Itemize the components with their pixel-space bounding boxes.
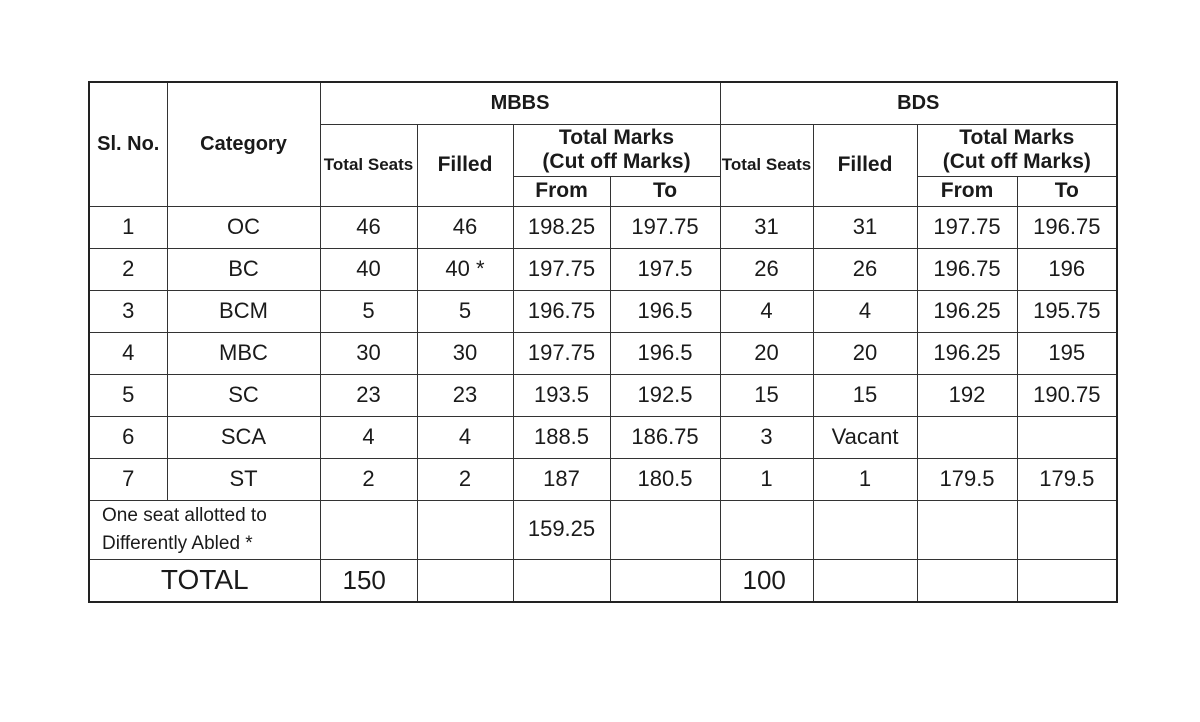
cell-sl: 7 [89, 458, 167, 500]
cell-mbbs-to: 192.5 [610, 374, 720, 416]
cell-bds-from: 179.5 [917, 458, 1017, 500]
header-sl-no: Sl. No. [89, 82, 167, 206]
cell-sl: 5 [89, 374, 167, 416]
cell-bds-from: 196.75 [917, 248, 1017, 290]
cell-mbbs-from: 193.5 [513, 374, 610, 416]
cell-mbbs-seats: 2 [320, 458, 417, 500]
cell-empty [610, 500, 720, 559]
cell-category: OC [167, 206, 320, 248]
cell-mbbs-to: 197.75 [610, 206, 720, 248]
cell-mbbs-to: 180.5 [610, 458, 720, 500]
header-mbbs-from: From [513, 176, 610, 206]
table-row [89, 248, 1117, 290]
cell-sl: 3 [89, 290, 167, 332]
cell-mbbs-to: 197.5 [610, 248, 720, 290]
differently-abled-note: One seat allotted to Differently Abled * [89, 500, 320, 559]
cell-empty [1017, 559, 1117, 602]
cell-bds-to: 196 [1017, 248, 1117, 290]
cell-category: SC [167, 374, 320, 416]
cell-mbbs-from: 197.75 [513, 248, 610, 290]
cell-bds-from: 196.25 [917, 332, 1017, 374]
table-row [89, 458, 1117, 500]
header-mbbs: MBBS [320, 82, 720, 124]
total-label: TOTAL [89, 559, 320, 602]
cell-bds-from: 192 [917, 374, 1017, 416]
cell-mbbs-seats: 23 [320, 374, 417, 416]
cell-mbbs-seats: 46 [320, 206, 417, 248]
table-row [89, 416, 1117, 458]
cell-bds-to: 195 [1017, 332, 1117, 374]
cell-bds-seats: 26 [720, 248, 813, 290]
cell-bds-seats: 1 [720, 458, 813, 500]
cell-mbbs-filled: 2 [417, 458, 513, 500]
cell-bds-to: 195.75 [1017, 290, 1117, 332]
cell-mbbs-from: 187 [513, 458, 610, 500]
cell-bds-to: 196.75 [1017, 206, 1117, 248]
cell-mbbs-filled: 40 * [417, 248, 513, 290]
cell-mbbs-to: 186.75 [610, 416, 720, 458]
cell-mbbs-filled: 46 [417, 206, 513, 248]
header-bds-to: To [1017, 176, 1117, 206]
cell-empty [610, 559, 720, 602]
cell-sl: 2 [89, 248, 167, 290]
cell-bds-filled: 15 [813, 374, 917, 416]
cell-category: BCM [167, 290, 320, 332]
table-row [89, 332, 1117, 374]
header-bds-total-marks [917, 124, 1117, 176]
cell-empty [320, 500, 417, 559]
cell-mbbs-seats: 40 [320, 248, 417, 290]
header-bds: BDS [720, 82, 1117, 124]
cell-mbbs-to: 196.5 [610, 290, 720, 332]
cell-mbbs-from: 197.75 [513, 332, 610, 374]
cell-bds-from: 196.25 [917, 290, 1017, 332]
cell-empty [513, 559, 610, 602]
header-mbbs-to: To [610, 176, 720, 206]
cell-empty [1017, 500, 1117, 559]
table-row [89, 374, 1117, 416]
cell-bds-filled: Vacant [813, 416, 917, 458]
cell-bds-seats: 4 [720, 290, 813, 332]
cell-mbbs-from: 188.5 [513, 416, 610, 458]
cell-bds-to: 190.75 [1017, 374, 1117, 416]
cell-bds-to [1017, 416, 1117, 458]
differently-abled-row [89, 500, 1117, 559]
cell-mbbs-from: 196.75 [513, 290, 610, 332]
cell-bds-to: 179.5 [1017, 458, 1117, 500]
cell-bds-filled: 31 [813, 206, 917, 248]
header-bds-from: From [917, 176, 1017, 206]
header-mbbs-cut-off-label: (Cut off Marks) [542, 150, 691, 173]
cell-sl: 1 [89, 206, 167, 248]
cell-mbbs-filled: 5 [417, 290, 513, 332]
cell-empty [813, 500, 917, 559]
cell-mbbs-from: 198.25 [513, 206, 610, 248]
header-category: Category [167, 82, 320, 206]
cell-mbbs-filled: 4 [417, 416, 513, 458]
cell-bds-seats: 3 [720, 416, 813, 458]
differently-abled-mbbs-from: 159.25 [513, 500, 610, 559]
header-mbbs-total-marks-label: Total Marks [558, 125, 675, 149]
cell-mbbs-seats: 30 [320, 332, 417, 374]
total-row [89, 559, 1117, 602]
table-row [89, 206, 1117, 248]
cell-mbbs-filled: 30 [417, 332, 513, 374]
cell-category: MBC [167, 332, 320, 374]
cell-bds-filled: 1 [813, 458, 917, 500]
header-mbbs-total-marks [513, 124, 720, 176]
cell-empty [417, 559, 513, 602]
total-mbbs-seats: 150 [320, 559, 417, 602]
cell-bds-from [917, 416, 1017, 458]
cell-empty [720, 500, 813, 559]
header-bds-cut-off-label: (Cut off Marks) [942, 150, 1091, 173]
cell-sl: 4 [89, 332, 167, 374]
cell-sl: 6 [89, 416, 167, 458]
cell-mbbs-seats: 5 [320, 290, 417, 332]
cell-bds-filled: 20 [813, 332, 917, 374]
cell-category: ST [167, 458, 320, 500]
cell-category: BC [167, 248, 320, 290]
total-bds-seats: 100 [720, 559, 813, 602]
cell-bds-filled: 26 [813, 248, 917, 290]
header-bds-total-marks-label: Total Marks [959, 125, 1075, 149]
cell-bds-from: 197.75 [917, 206, 1017, 248]
cell-mbbs-seats: 4 [320, 416, 417, 458]
header-bds-filled: Filled [813, 124, 917, 206]
cell-empty [813, 559, 917, 602]
cell-bds-seats: 20 [720, 332, 813, 374]
cell-bds-filled: 4 [813, 290, 917, 332]
header-bds-total-seats: Total Seats [720, 124, 813, 206]
header-mbbs-filled: Filled [417, 124, 513, 206]
cell-empty [917, 500, 1017, 559]
seat-allotment-table [88, 81, 1118, 603]
cell-mbbs-filled: 23 [417, 374, 513, 416]
cell-empty [417, 500, 513, 559]
cell-bds-seats: 31 [720, 206, 813, 248]
cell-empty [917, 559, 1017, 602]
header-mbbs-total-seats: Total Seats [320, 124, 417, 206]
table-row [89, 290, 1117, 332]
cell-bds-seats: 15 [720, 374, 813, 416]
cell-category: SCA [167, 416, 320, 458]
cell-mbbs-to: 196.5 [610, 332, 720, 374]
